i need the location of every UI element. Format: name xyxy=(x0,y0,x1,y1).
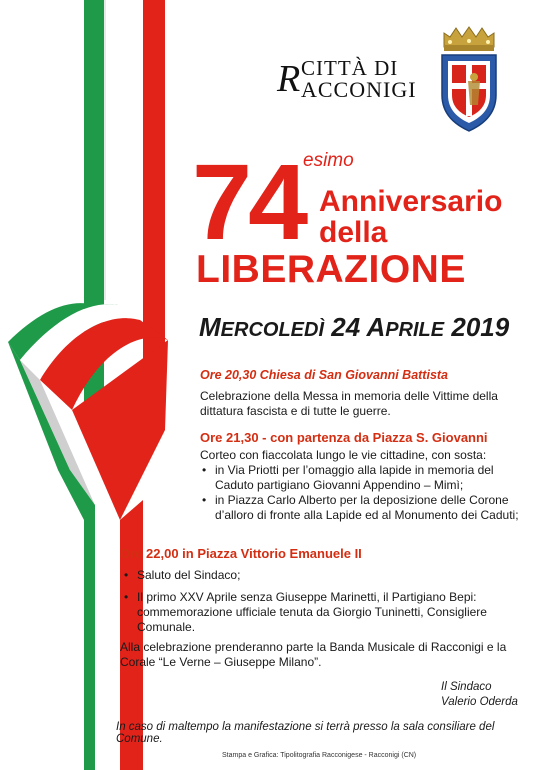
print-credit: Stampa e Grafica: Tipolitografia Racconigese - Racconigi (CN) xyxy=(222,752,417,759)
event-text: Celebrazione della Messa in memoria delle Vittime della dittatura fascista e di tutte le guerre. xyxy=(200,389,498,418)
signature: Il Sindaco Valerio Oderda xyxy=(441,681,518,708)
event-heading: Ore 22,00 in Piazza Vittorio Emanuele II xyxy=(120,546,362,561)
event-1 xyxy=(200,368,520,419)
title-lines: Anniversario della xyxy=(319,185,503,249)
event-text: Corteo con fiaccolata lungo le vie cittadine, con sosta: xyxy=(200,448,487,462)
list-item: • in Via Priotti per l’omaggio alla lapide in memoria del Caduto partigiano Giovanni Appendino – Mimì; xyxy=(200,463,530,493)
event-2 xyxy=(200,430,530,523)
page-title: LIBERAZIONE xyxy=(196,248,466,291)
list-item: • Il primo XXV Aprile senza Giuseppe Marinetti, il Partigiano Bepi: commemorazione ufficiale tenuta da Giorgio Tuninetti, Consigliere Comunale. xyxy=(122,590,512,635)
event-list xyxy=(200,463,530,523)
event-date: MERCOLEDÌ 24 APRILE 2019 xyxy=(199,312,510,342)
event-heading: Ore 21,30 - con partenza da Piazza S. Giovanni xyxy=(200,430,488,445)
list-item: • in Piazza Carlo Alberto per la deposizione delle Corone d’alloro di fronte alla Lapide ed al Monumento dei Caduti; xyxy=(200,493,530,523)
coat-of-arms-icon xyxy=(438,25,500,133)
list-item: • Saluto del Sindaco; xyxy=(122,568,512,583)
anniversary-number: 74 xyxy=(192,141,305,262)
closing-text: Alla celebrazione prenderanno parte la Banda Musicale di Racconigi e la Corale “Le Verne – Giuseppe Milano”. xyxy=(120,640,507,669)
ordinal-suffix: esimo xyxy=(303,150,354,171)
city-name: CITTÀ DI ACCONIGI R xyxy=(277,56,417,102)
event-list xyxy=(120,568,512,635)
event-3 xyxy=(120,546,512,635)
footer-note: In caso di maltempo la manifestazione si terrà presso la sala consiliare del Comune. xyxy=(116,721,495,745)
event-heading: Ore 20,30 Chiesa di San Giovanni Battista xyxy=(200,368,449,382)
